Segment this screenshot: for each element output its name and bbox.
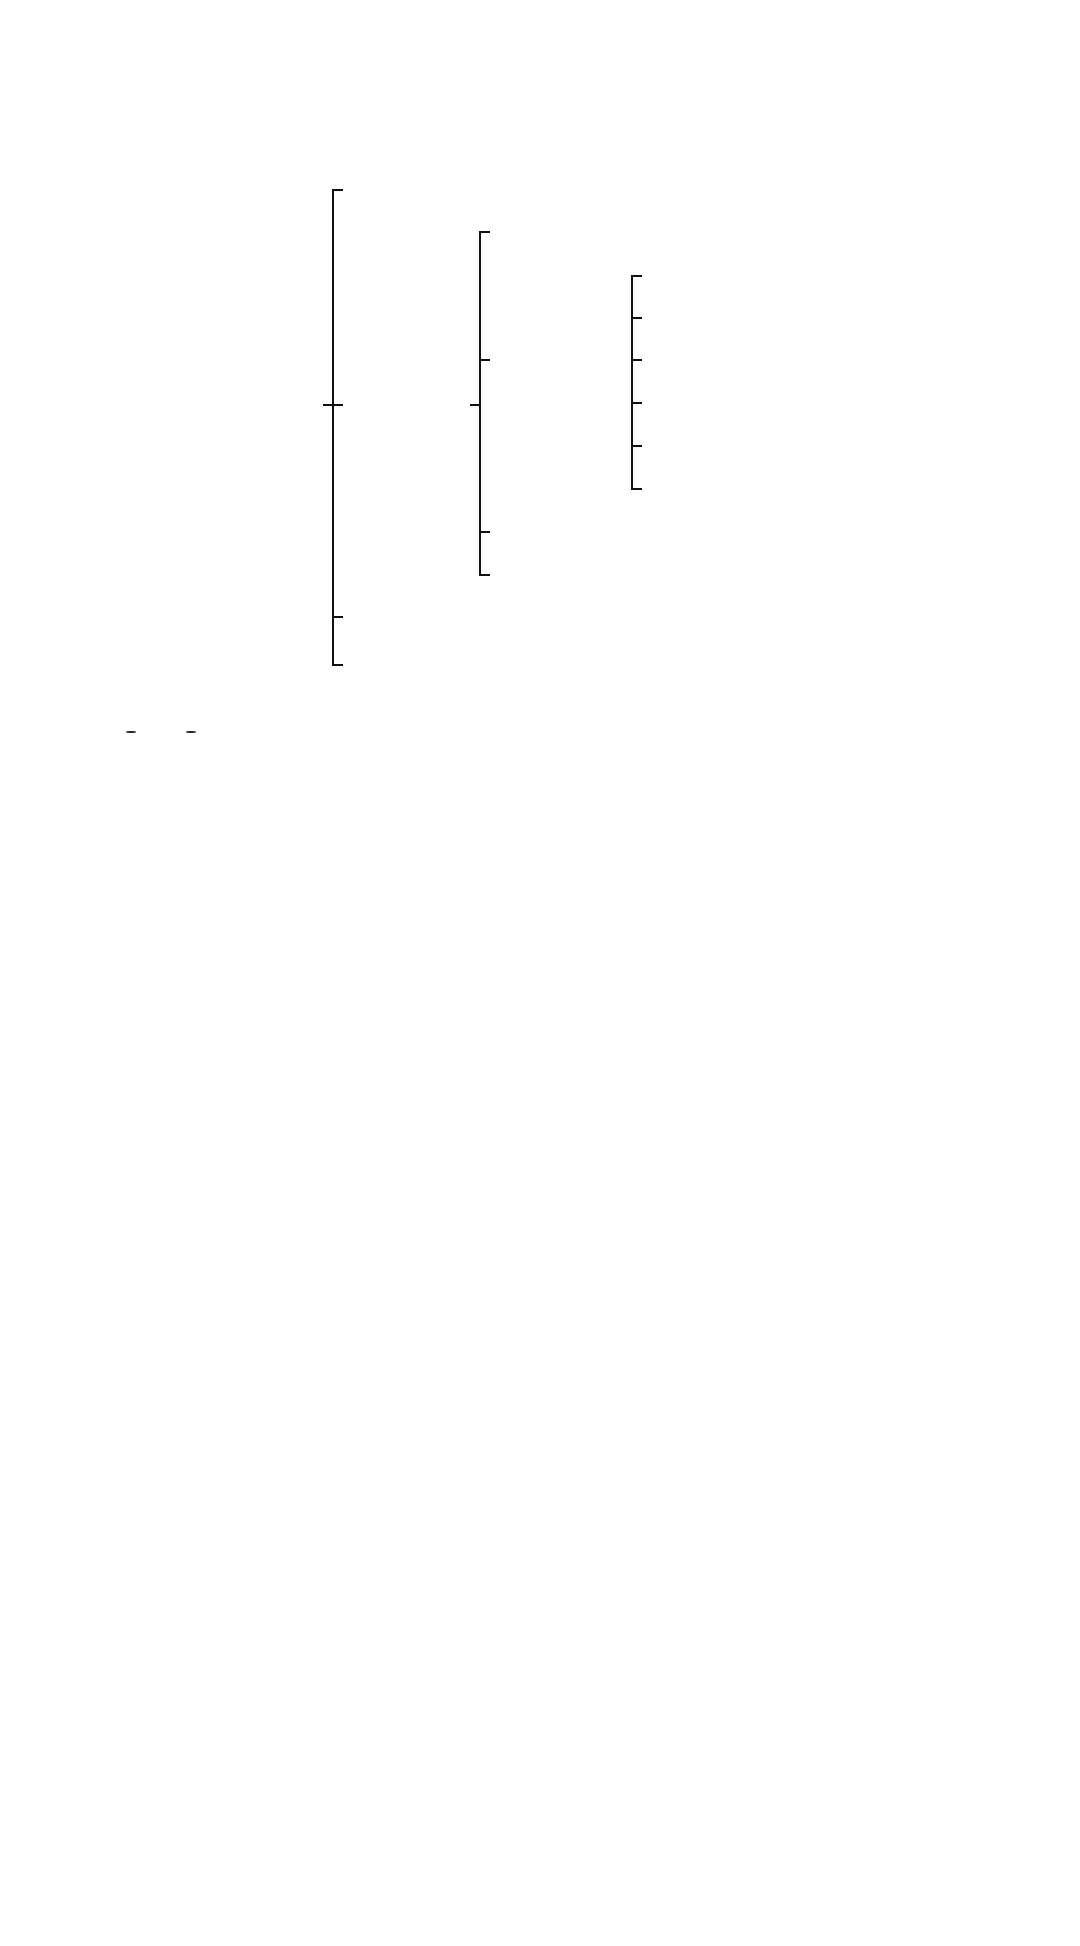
genealogy-chart bbox=[0, 0, 1080, 700]
genealogy-lines bbox=[0, 0, 1080, 700]
